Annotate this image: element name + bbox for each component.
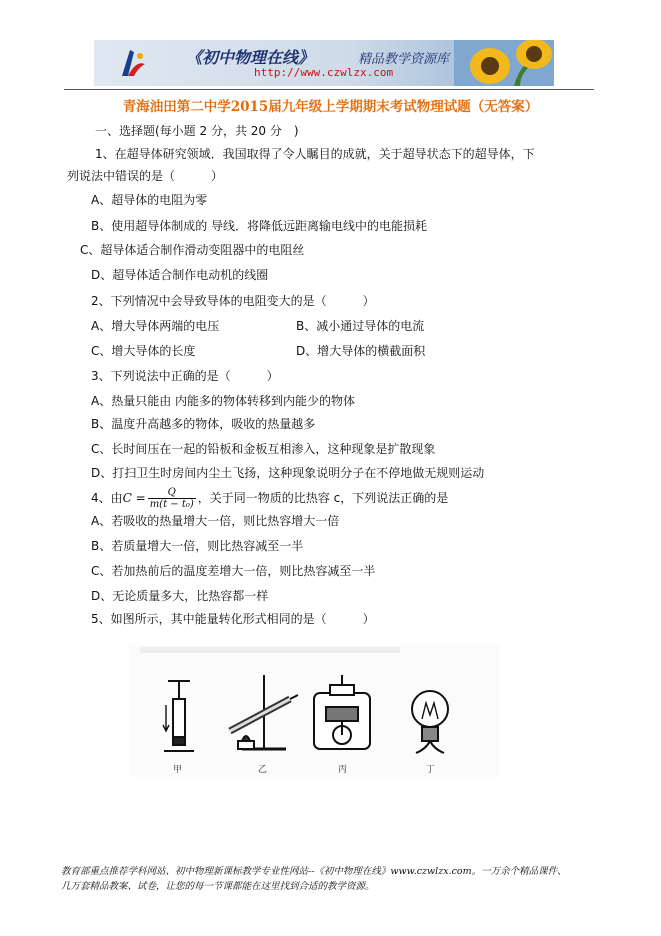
option-2a: A、增大导体两端的电压: [91, 319, 220, 333]
option-2c: C、增大导体的长度: [91, 344, 196, 358]
header-banner: [94, 40, 554, 86]
site-logo-icon: [118, 46, 148, 80]
option-1c: C、超导体适合制作滑动变阻器中的电阻丝: [80, 243, 305, 257]
formula-numerator: Q: [167, 487, 176, 498]
option-1d: D、超导体适合制作电动机的线圈: [91, 268, 269, 282]
banner-title: 《初中物理在线》: [186, 48, 315, 67]
question-1-line-1: 1、在超导体研究领域．我国取得了令人瞩目的成就，关于超导状态下的超导体，下: [95, 147, 535, 161]
formula-denominator: m(t − t₀): [149, 499, 194, 510]
footer-line-2: 几万套精品教案、试卷，让您的每一节课都能在这里找到合适的教学资源。: [61, 881, 375, 892]
figure-label-yi: 乙: [258, 765, 268, 775]
banner-url[interactable]: http://www.czwlzx.com: [254, 66, 394, 79]
option-3b: B、温度升高越多的物体，吸收的热量越多: [91, 417, 316, 431]
footer-line-1: 教育部重点推荐学科网站、初中物理新课标教学专业性网站--《初中物理在线》www.czwlzx.com。一万余个精品课件、: [61, 866, 567, 877]
light-bulb-icon: [412, 691, 448, 753]
energy-conversion-figure: [130, 645, 500, 777]
option-3c: C、长时间压在一起的铅板和金板互相渗入，这种现象是扩散现象: [91, 442, 436, 456]
option-4d: D、无论质量多大，比热容都一样: [91, 589, 269, 603]
formula-lhs: C =: [122, 491, 146, 505]
section-heading: 一、选择题(每小题 2 分，共 20 分 ): [95, 124, 299, 138]
option-2b: B、减小通过导体的电流: [296, 319, 425, 333]
figure-drawing: [130, 645, 500, 777]
option-4a: A、若吸收的热量增大一倍，则比热容增大一倍: [91, 514, 340, 528]
option-3d: D、打扫卫生时房间内尘土飞扬，这种现象说明分子在不停地做无规则运动: [91, 466, 485, 480]
compression-cylinder-icon: [163, 681, 194, 751]
question-3: 3、下列说法中正确的是（ ）: [91, 369, 279, 383]
question-4-suffix: ，关于同一物质的比热容 c，下列说法正确的是: [197, 491, 449, 505]
banner-subtitle: 精品教学资源库: [358, 52, 450, 67]
figure-label-jia: 甲: [173, 765, 183, 775]
footer-note: [61, 864, 621, 894]
figure-label-bing: 丙: [338, 765, 348, 775]
option-1a: A、超导体的电阻为零: [91, 193, 208, 207]
sunflower-icon: [454, 40, 554, 86]
test-tube-heating-icon: [230, 675, 298, 749]
engine-cylinder-icon: [314, 675, 370, 749]
header-rule: [64, 89, 594, 90]
question-1-line-2: 列说法中错误的是（ ）: [67, 169, 224, 183]
figure-label-ding: 丁: [426, 765, 436, 775]
option-3a: A、热量只能由 内能多的物体转移到内能少的物体: [91, 394, 356, 408]
question-4: [91, 486, 448, 510]
question-2: 2、下列情况中会导致导体的电阻变大的是（ ）: [91, 294, 375, 308]
option-2d: D、增大导体的横截面积: [296, 344, 426, 358]
specific-heat-formula: [148, 487, 196, 510]
question-5: 5、如图所示，其中能量转化形式相同的是（ ）: [91, 612, 375, 626]
option-1b: B、使用超导体制成的 导线．将降低远距离输电线中的电能损耗: [91, 219, 428, 233]
page-title: 青海油田第二中学2015届九年级上学期期末考试物理试题（无答案）: [122, 99, 539, 115]
option-4b: B、若质量增大一倍，则比热容减至一半: [91, 539, 304, 553]
question-4-prefix: 4、由: [91, 491, 123, 505]
option-4c: C、若加热前后的温度差增大一倍，则比热容减至一半: [91, 564, 376, 578]
